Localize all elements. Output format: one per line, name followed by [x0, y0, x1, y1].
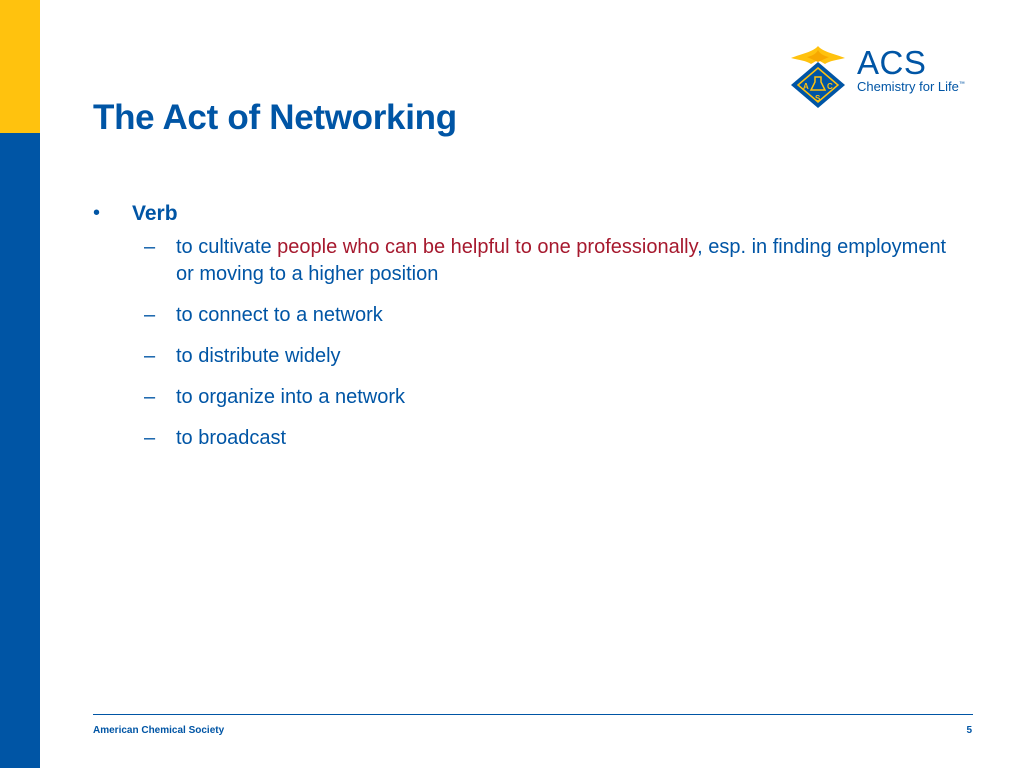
definition-highlight: people who can be helpful to one professionally	[277, 236, 698, 258]
definition-item	[93, 343, 953, 370]
dash-marker: –	[144, 304, 156, 326]
bullet-verb	[93, 200, 953, 234]
footer-divider	[93, 714, 973, 715]
sidebar-accent-yellow	[0, 0, 40, 133]
footer-organization: American Chemical Society	[93, 725, 225, 736]
definition-suffix: , esp. in finding employment or moving to a higher position	[176, 236, 947, 285]
definition-list	[93, 234, 953, 452]
dash-marker: –	[144, 236, 156, 258]
bullet-label: Verb	[132, 202, 178, 225]
definition-item	[93, 425, 953, 452]
slide-title: The Act of Networking	[93, 98, 457, 137]
dash-marker: –	[144, 345, 156, 367]
sidebar-accent-blue	[0, 133, 40, 768]
definition-text: to distribute widely	[176, 345, 341, 367]
logo-tagline: Chemistry for Life	[857, 79, 959, 94]
logo-acronym: ACS	[857, 44, 927, 81]
bullet-dot: •	[93, 202, 101, 224]
seal-letter-s: S	[815, 94, 821, 103]
definition-text: to organize into a network	[176, 386, 406, 408]
definition-item	[93, 234, 953, 288]
definition-text: to connect to a network	[176, 304, 383, 326]
definition-item	[93, 302, 953, 329]
page-number: 5	[966, 725, 972, 736]
definition-item	[93, 384, 953, 411]
dash-marker: –	[144, 386, 156, 408]
seal-letter-a: A	[803, 82, 809, 91]
logo-tagline-wrap	[857, 79, 965, 94]
acs-seal-icon	[783, 42, 853, 110]
dash-marker: –	[144, 427, 156, 449]
seal-letter-c: C	[827, 82, 833, 91]
acs-logo	[783, 42, 983, 110]
logo-trademark: ™	[958, 81, 965, 88]
slide-content	[93, 200, 953, 466]
definition-text: to broadcast	[176, 427, 287, 449]
definition-prefix: to cultivate	[176, 236, 278, 258]
